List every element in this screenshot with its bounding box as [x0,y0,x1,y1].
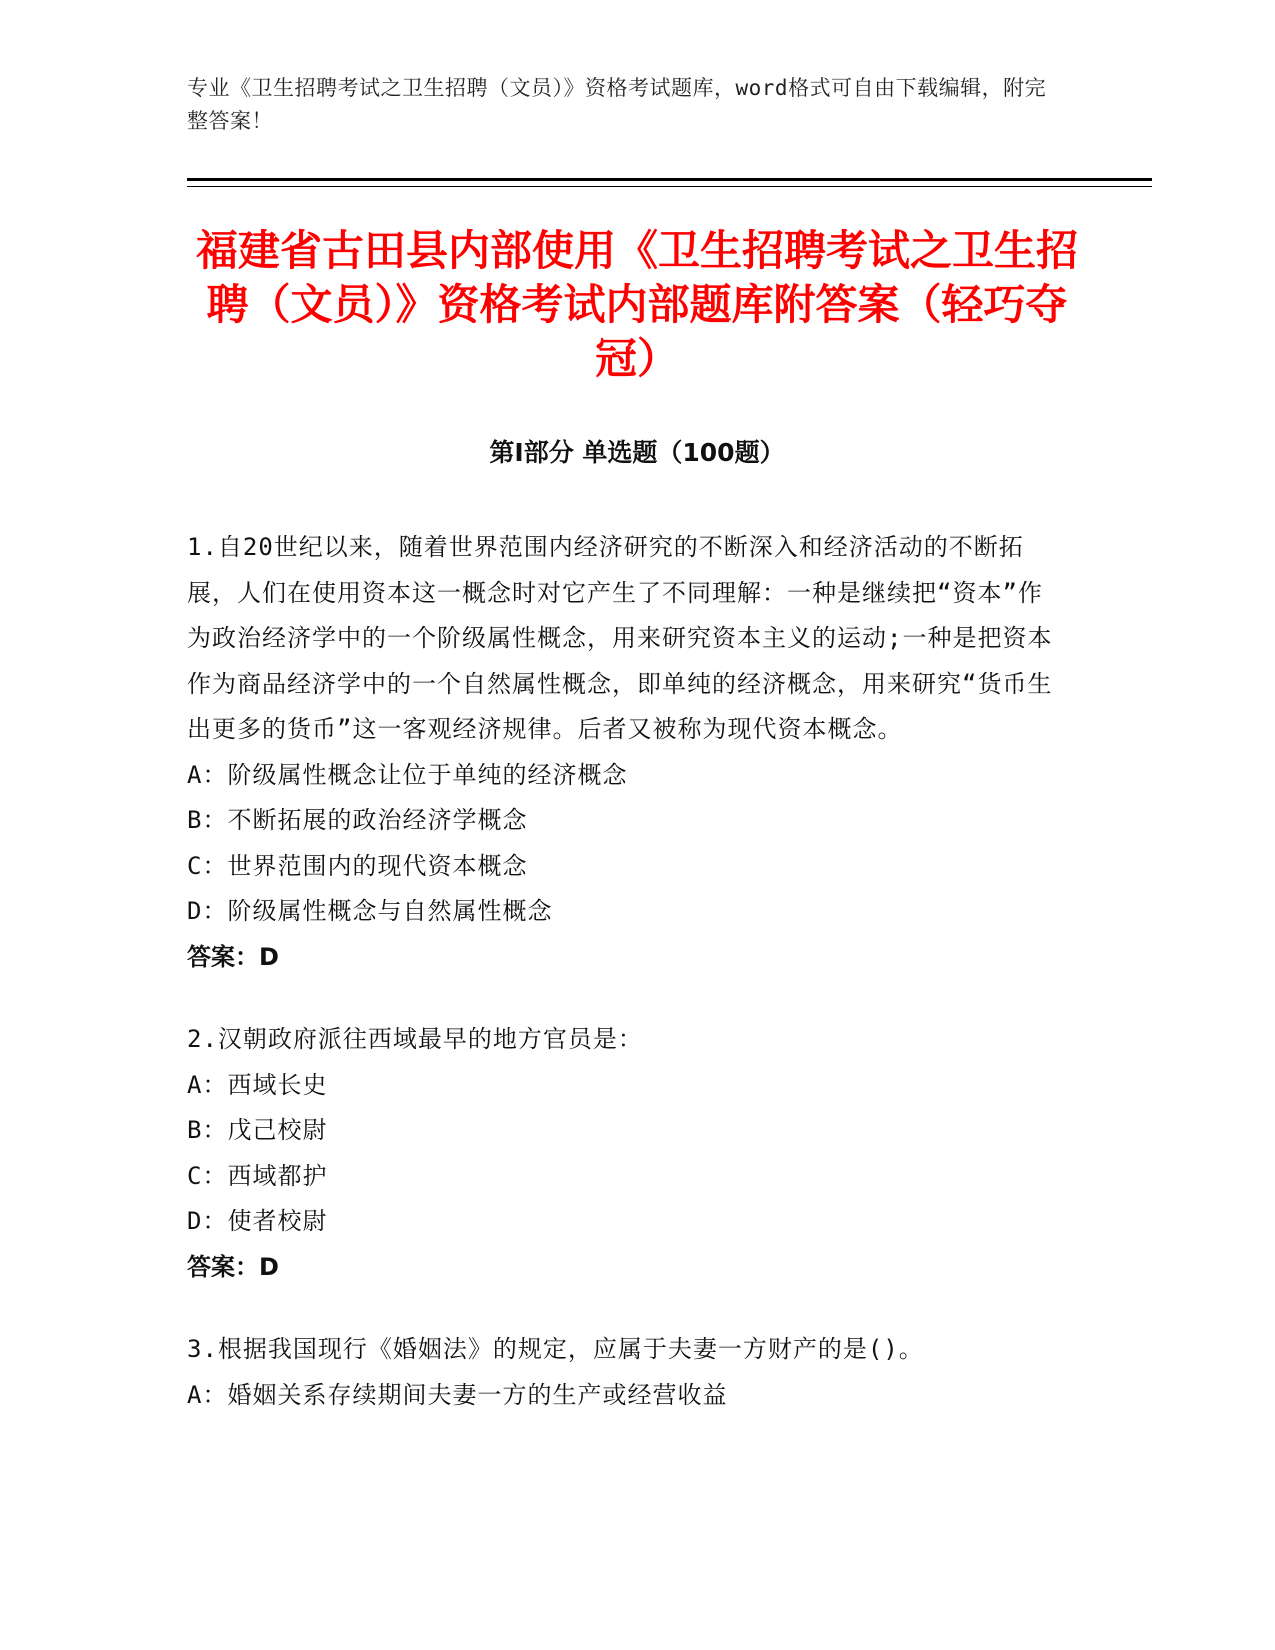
question-2 [187,1017,1067,1290]
question-3 [187,1327,1067,1418]
header-note: 专业《卫生招聘考试之卫生招聘（文员）》资格考试题库，word格式可自由下载编辑，附完整答案！ [187,76,1047,133]
document-title: 福建省古田县内部使用《卫生招聘考试之卫生招聘（文员）》资格考试内部题库附答案（轻巧夺冠） [195,226,1078,383]
option-d: D：使者校尉 [187,1207,328,1235]
option-c: C：西域都护 [187,1161,328,1190]
option-c: C：世界范围内的现代资本概念 [187,851,528,880]
answer: 答案：D [187,1252,279,1281]
question-list [187,525,1067,1455]
question-stem: 2.汉朝政府派往西域最早的地方官员是： [187,1025,643,1053]
option-b: B：不断拓展的政治经济学概念 [187,806,528,834]
question-1 [187,525,1067,980]
option-a: A：阶级属性概念让位于单纯的经济概念 [187,760,628,789]
option-a: A：西域长史 [187,1070,328,1099]
section-title: 第Ⅰ部分 单选题（100题） [489,438,785,467]
question-stem: 1.自20世纪以来，随着世界范围内经济研究的不断深入和经济活动的不断拓展，人们在使用资本这一概念时对它产生了不同理解：一种是继续把“资本”作为政治经济学中的一个阶级属性概念，用来研究资本主义的运动;一种是把资本作为商品经济学中的一个自然属性概念，即单纯的经济概念，用来研究“货币生出更多的货币”这一客观经济规律。后者又被称为现代资本概念。 [187,533,1053,743]
answer: 答案：D [187,942,279,971]
question-stem: 3.根据我国现行《婚姻法》的规定，应属于夫妻一方财产的是()。 [187,1335,924,1363]
option-d: D：阶级属性概念与自然属性概念 [187,897,553,925]
option-a: A：婚姻关系存续期间夫妻一方的生产或经营收益 [187,1380,728,1409]
header-divider-thin [187,186,1152,187]
option-b: B：戊己校尉 [187,1116,328,1144]
header-divider-thick [187,178,1152,181]
